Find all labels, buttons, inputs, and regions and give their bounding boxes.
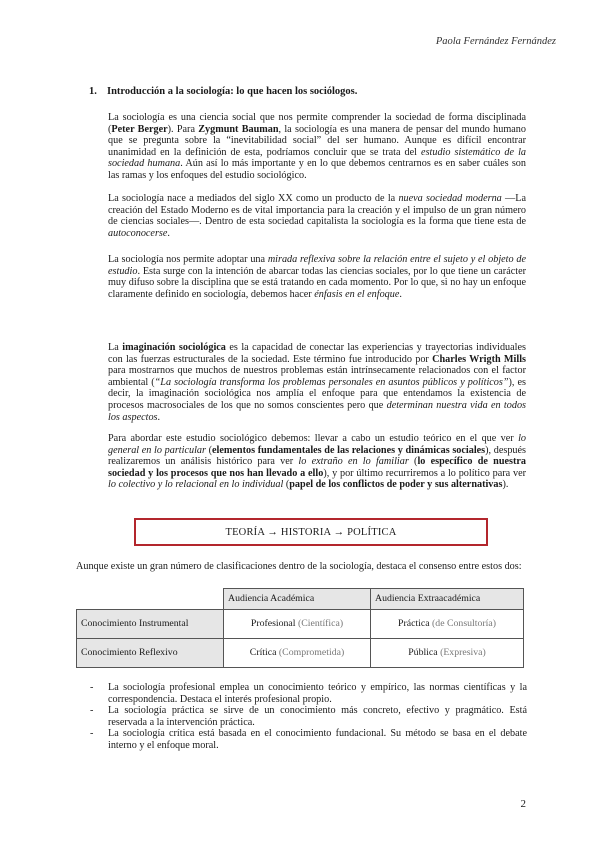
key-term: imaginación sociológica bbox=[122, 342, 226, 353]
paragraph-approach: Para abordar este estudio sociológico debemos: llevar a cabo un estudio teórico en el que ver lo general en lo particular (elementos fundamentales de las relaciones y dinámicas sociales), después realizaremos un análisis histórico para ver lo extraño en lo familiar (lo específico de nuestra sociedad y los procesos que nos han llevado a ello), y por último recurriremos a lo político para ver lo colectivo y lo relacional en lo individual (papel de los conflictos de poder y sus alternativas). bbox=[108, 433, 526, 491]
emphasis: determinan nuestra vida en todos los aspectos bbox=[108, 399, 526, 423]
page-number: 2 bbox=[520, 798, 526, 810]
emphasis: mirada reflexiva sobre la relación entre el sujeto y el objeto de estudio bbox=[108, 254, 526, 277]
emphasis: estudio sistemático de la sociedad humana bbox=[108, 146, 526, 170]
section-title: Introducción a la sociología: lo que hacen los sociólogos. bbox=[107, 86, 358, 97]
table-header: Audiencia Extraacadémica bbox=[371, 589, 524, 610]
table-cell: Profesional (Científica) bbox=[224, 609, 371, 638]
bullet-list bbox=[90, 682, 527, 752]
section-number: 1. bbox=[89, 86, 97, 97]
list-item: - La sociología práctica se sirve de un conocimiento más concreto, efectivo y pragmático. Está reservada a la intervención práctica. bbox=[90, 705, 527, 728]
emphasis: nueva sociedad moderna bbox=[398, 193, 502, 204]
author-name: Peter Berger bbox=[111, 123, 168, 135]
row-label: Conocimiento Instrumental bbox=[77, 609, 224, 638]
paragraph-origin: La sociología nace a mediados del siglo XX como un producto de la nueva sociedad moderna —La creación del Estado Moderno es de vital importancia para la creación y el impulso de un gran número de ciencias sociales—. Dentro de esta sociedad capitalista la sociología es la forma que tiene esta de autoconocerse. bbox=[108, 193, 526, 239]
author-name: Zygmunt Bauman bbox=[198, 123, 279, 135]
emphasis: autoconocerse bbox=[108, 227, 168, 239]
paragraph-reflexive: La sociología nos permite adoptar una mirada reflexiva sobre la relación entre el sujeto y el objeto de estudio. Esta surge con la intención de abarcar todas las ciencias sociales, por lo que tiene un carácter muy difuso sobre la disciplina que se está tratando en cada momento. Por lo que, si no hay un enfoque claramente definido en sociología, debemos hacer énfasis en el enfoque. bbox=[108, 254, 526, 300]
quote: “La sociología transforma los problemas personales en asuntos públicos y políticos” bbox=[154, 376, 509, 388]
section-heading bbox=[89, 86, 357, 97]
paragraph-imagination: La imaginación sociológica es la capacidad de conectar las experiencias y trayectorias individuales con las fuerzas estructurales de la sociedad. Este término fue introducido por Charles Wrigth Mills para mostrarnos que muchos de nuestros problemas están intrínsecamente relacionados con el factor ambiental (“La sociología transforma los problemas personales en asuntos públicos y políticos”), es decir, la imaginación sociológica nos amplía el enfoque para que entendamos la existencia de procesos macrosociales de los que no somos conscientes pero que determinan nuestra vida en todos los aspectos. bbox=[108, 342, 527, 423]
table-cell: Crítica (Comprometida) bbox=[224, 638, 371, 667]
page-header-author: Paola Fernández Fernández bbox=[435, 36, 556, 47]
table-cell: Pública (Expresiva) bbox=[371, 638, 524, 667]
table-cell: Práctica (de Consultoría) bbox=[371, 609, 524, 638]
paragraph-definition: La sociología es una ciencia social que nos permite comprender la sociedad de forma disciplinada (Peter Berger). Para Zygmunt Bauman, la sociología es una manera de pensar del mundo humano que se pregunta sobre la “inevitabilidad social” del ser humano. Aunque es difícil encontrar unanimidad en la definición de esta, podríamos concluir que se trata del estudio sistemático de la sociedad humana. Aún así lo más importante y en lo que debemos centrarnos es en saber cuáles son las ramas y los enfoques del estudio sociológico. bbox=[108, 112, 526, 181]
table-corner bbox=[77, 589, 224, 610]
emphasis: énfasis en el enfoque bbox=[314, 288, 400, 300]
author-name: Charles Wrigth Mills bbox=[432, 353, 526, 365]
classification-intro: Aunque existe un gran número de clasificaciones dentro de la sociología, destaca el consenso entre estos dos: bbox=[76, 561, 522, 572]
list-item: - La sociología profesional emplea un conocimiento teórico y empírico, las normas científicas y la correspondencia. Destaca el interés profesional propio. bbox=[90, 682, 527, 705]
table-row bbox=[77, 609, 524, 638]
table-row bbox=[77, 638, 524, 667]
table-header: Audiencia Académica bbox=[224, 589, 371, 610]
row-label: Conocimiento Reflexivo bbox=[77, 638, 224, 667]
table-header-row bbox=[77, 589, 524, 610]
flow-box: TEORÍA → HISTORIA → POLÍTICA bbox=[134, 518, 488, 546]
list-item: - La sociología crítica está basada en el conocimiento fundacional. Su método se basa en el debate interno y el enfoque moral. bbox=[90, 728, 527, 751]
classification-table bbox=[76, 588, 524, 668]
